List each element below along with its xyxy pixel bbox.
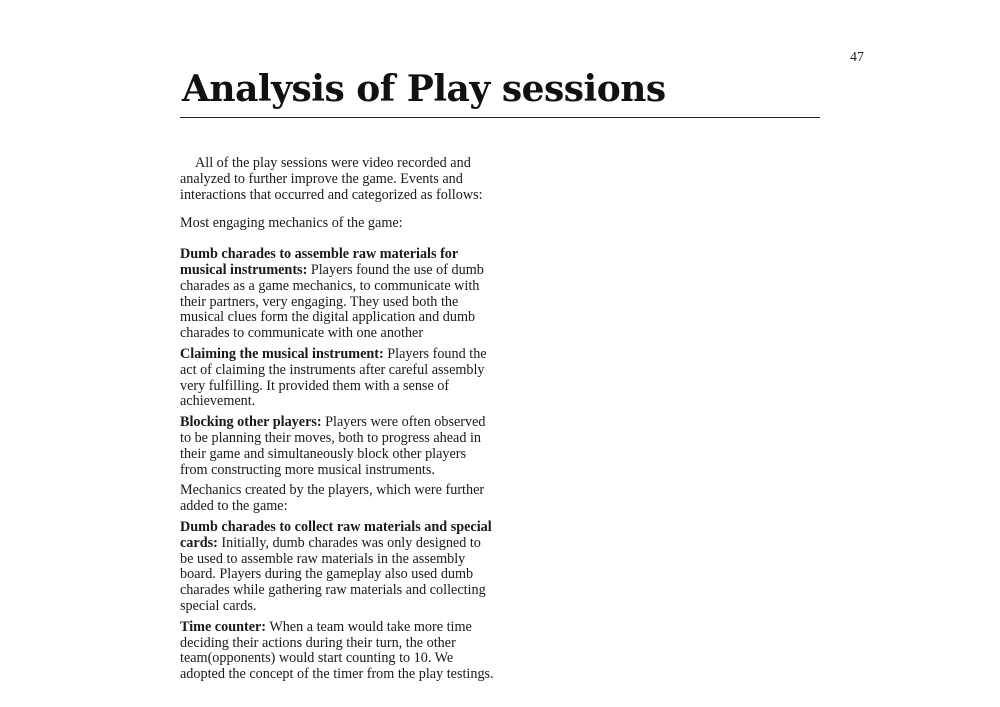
- paragraph-heading: Blocking other players:: [180, 414, 322, 431]
- intro-paragraph: All of the play sessions were video recorded and analyzed to further improve the game. Events and interactions that occurred and categorized as follows:: [180, 155, 483, 203]
- paragraph-heading: Dumb charades to assemble raw materials for musical instruments:: [180, 246, 458, 278]
- paragraph-text: Players were often observed to be planning their moves, both to progress ahead in their game and simultaneously block other players from constructing more musical instruments.: [180, 414, 486, 478]
- paragraph-dumb-charades-collect: [180, 520, 495, 615]
- page-number: 47: [850, 50, 864, 65]
- paragraph-dumb-charades-assemble: [180, 247, 495, 342]
- paragraph-heading: Dumb charades to collect raw materials and special cards:: [180, 518, 492, 551]
- paragraph-text: When a team would take more time deciding their actions during their turn, the other team(opponents) would start counting to 10. We adopted the concept of the timer from the play testings.: [180, 618, 494, 683]
- paragraph-heading: Claiming the musical instrument:: [180, 345, 384, 362]
- body-text: [180, 156, 495, 688]
- paragraph-time-counter: [180, 620, 495, 683]
- paragraph-claiming-instrument: [180, 347, 495, 410]
- section-lead-engaging: Most engaging mechanics of the game:: [180, 215, 403, 232]
- page-title: Analysis of Play sessions: [182, 68, 666, 110]
- paragraph-heading: Time counter:: [180, 618, 267, 635]
- paragraph-blocking-players: [180, 415, 495, 478]
- title-underline: [180, 117, 820, 118]
- paragraph-text: Initially, dumb charades was only designed to be used to assemble raw materials in the assembly board. Players during the gameplay also used dumb charades while gathering raw materials and collecting special cards.: [180, 534, 486, 614]
- section-lead-player-mechanics: Mechanics created by the players, which were further added to the game:: [180, 482, 485, 515]
- paragraph-text: Players found the use of dumb charades as a game mechanics, to communicate with their partners, very engaging. They used both the musical clues form the digital application and dumb charades to communicate with one another: [180, 261, 484, 342]
- paragraph-text: Players found the act of claiming the instruments after careful assembly very fulfilling. It provided them with a sense of achievement.: [180, 345, 487, 410]
